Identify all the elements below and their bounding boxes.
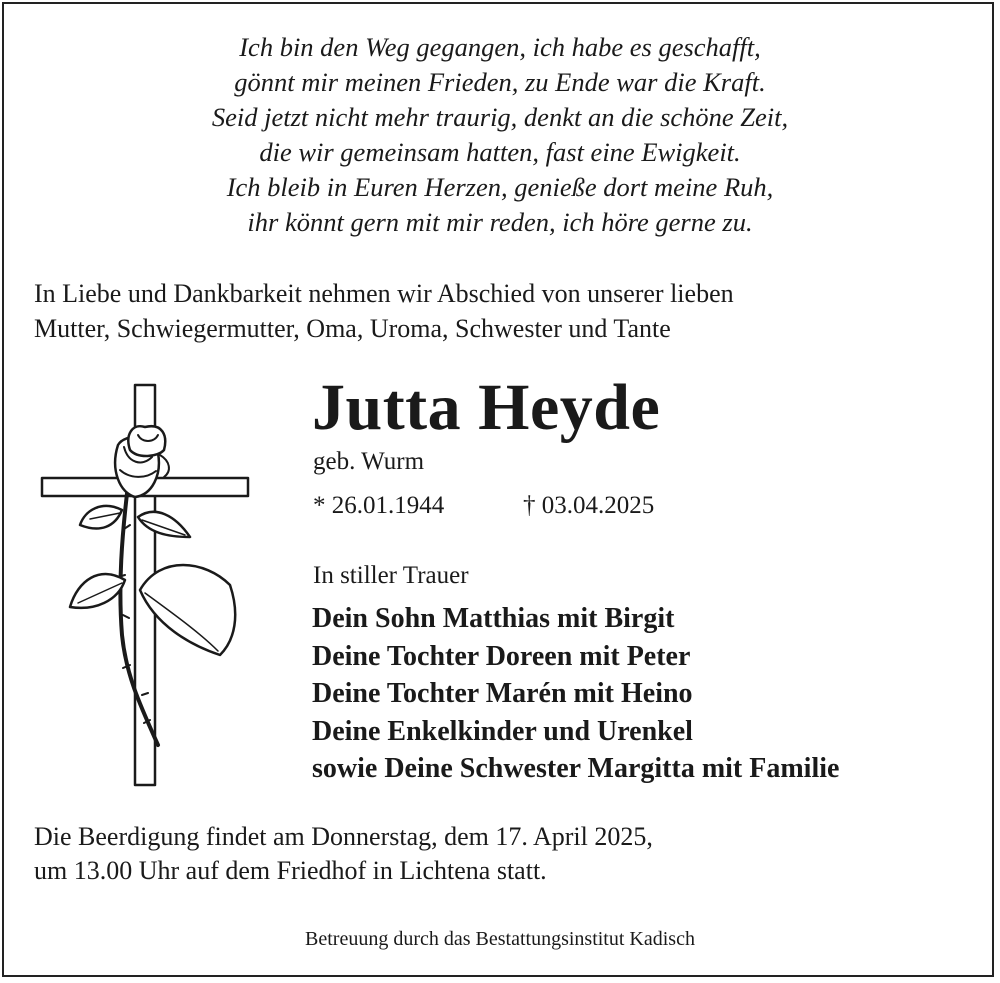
funeral-details: [34, 820, 653, 888]
intro-line: Mutter, Schwiegermutter, Oma, Uroma, Schwester und Tante: [34, 314, 671, 343]
funeral-line: um 13.00 Uhr auf dem Friedhof in Lichtena statt.: [34, 856, 547, 885]
mourner-entry: sowie Deine Schwester Margitta mit Familie: [312, 753, 840, 784]
intro-line: In Liebe und Dankbarkeit nehmen wir Abschied von unserer lieben: [34, 279, 734, 308]
mourner-entry: Deine Tochter Marén mit Heino: [312, 678, 693, 709]
poem-line: Ich bleib in Euren Herzen, genieße dort meine Ruh,: [226, 172, 774, 202]
poem: [0, 30, 1000, 240]
deceased-name: Jutta Heyde: [312, 371, 661, 444]
birth-date: * 26.01.1944: [313, 492, 445, 519]
poem-line: ihr könnt gern mit mir reden, ich höre gerne zu.: [247, 207, 753, 237]
undertaker-credit: Betreuung durch das Bestattungsinstitut Kadisch: [305, 928, 695, 950]
funeral-line: Die Beerdigung findet am Donnerstag, dem 17. April 2025,: [34, 822, 653, 851]
life-dates: [313, 492, 655, 520]
mourner-entry: Deine Tochter Doreen mit Peter: [312, 640, 691, 672]
mourner-entry: Deine Enkelkinder und Urenkel: [312, 715, 693, 747]
poem-line: Ich bin den Weg gegangen, ich habe es geschafft,: [239, 32, 761, 62]
intro-text: [34, 276, 734, 346]
mourner-entry: Dein Sohn Matthias mit Birgit: [312, 603, 675, 634]
cross-with-rose-icon: [30, 375, 270, 795]
birth-name: geb. Wurm: [313, 448, 425, 475]
poem-line: Seid jetzt nicht mehr traurig, denkt an die schöne Zeit,: [211, 102, 789, 132]
death-date: † 03.04.2025: [523, 492, 655, 519]
mourning-intro: In stiller Trauer: [313, 562, 469, 589]
poem-line: die wir gemeinsam hatten, fast eine Ewigkeit.: [259, 137, 741, 167]
mourners-list: [312, 600, 839, 788]
poem-line: gönnt mir meinen Frieden, zu Ende war die Kraft.: [234, 67, 766, 97]
